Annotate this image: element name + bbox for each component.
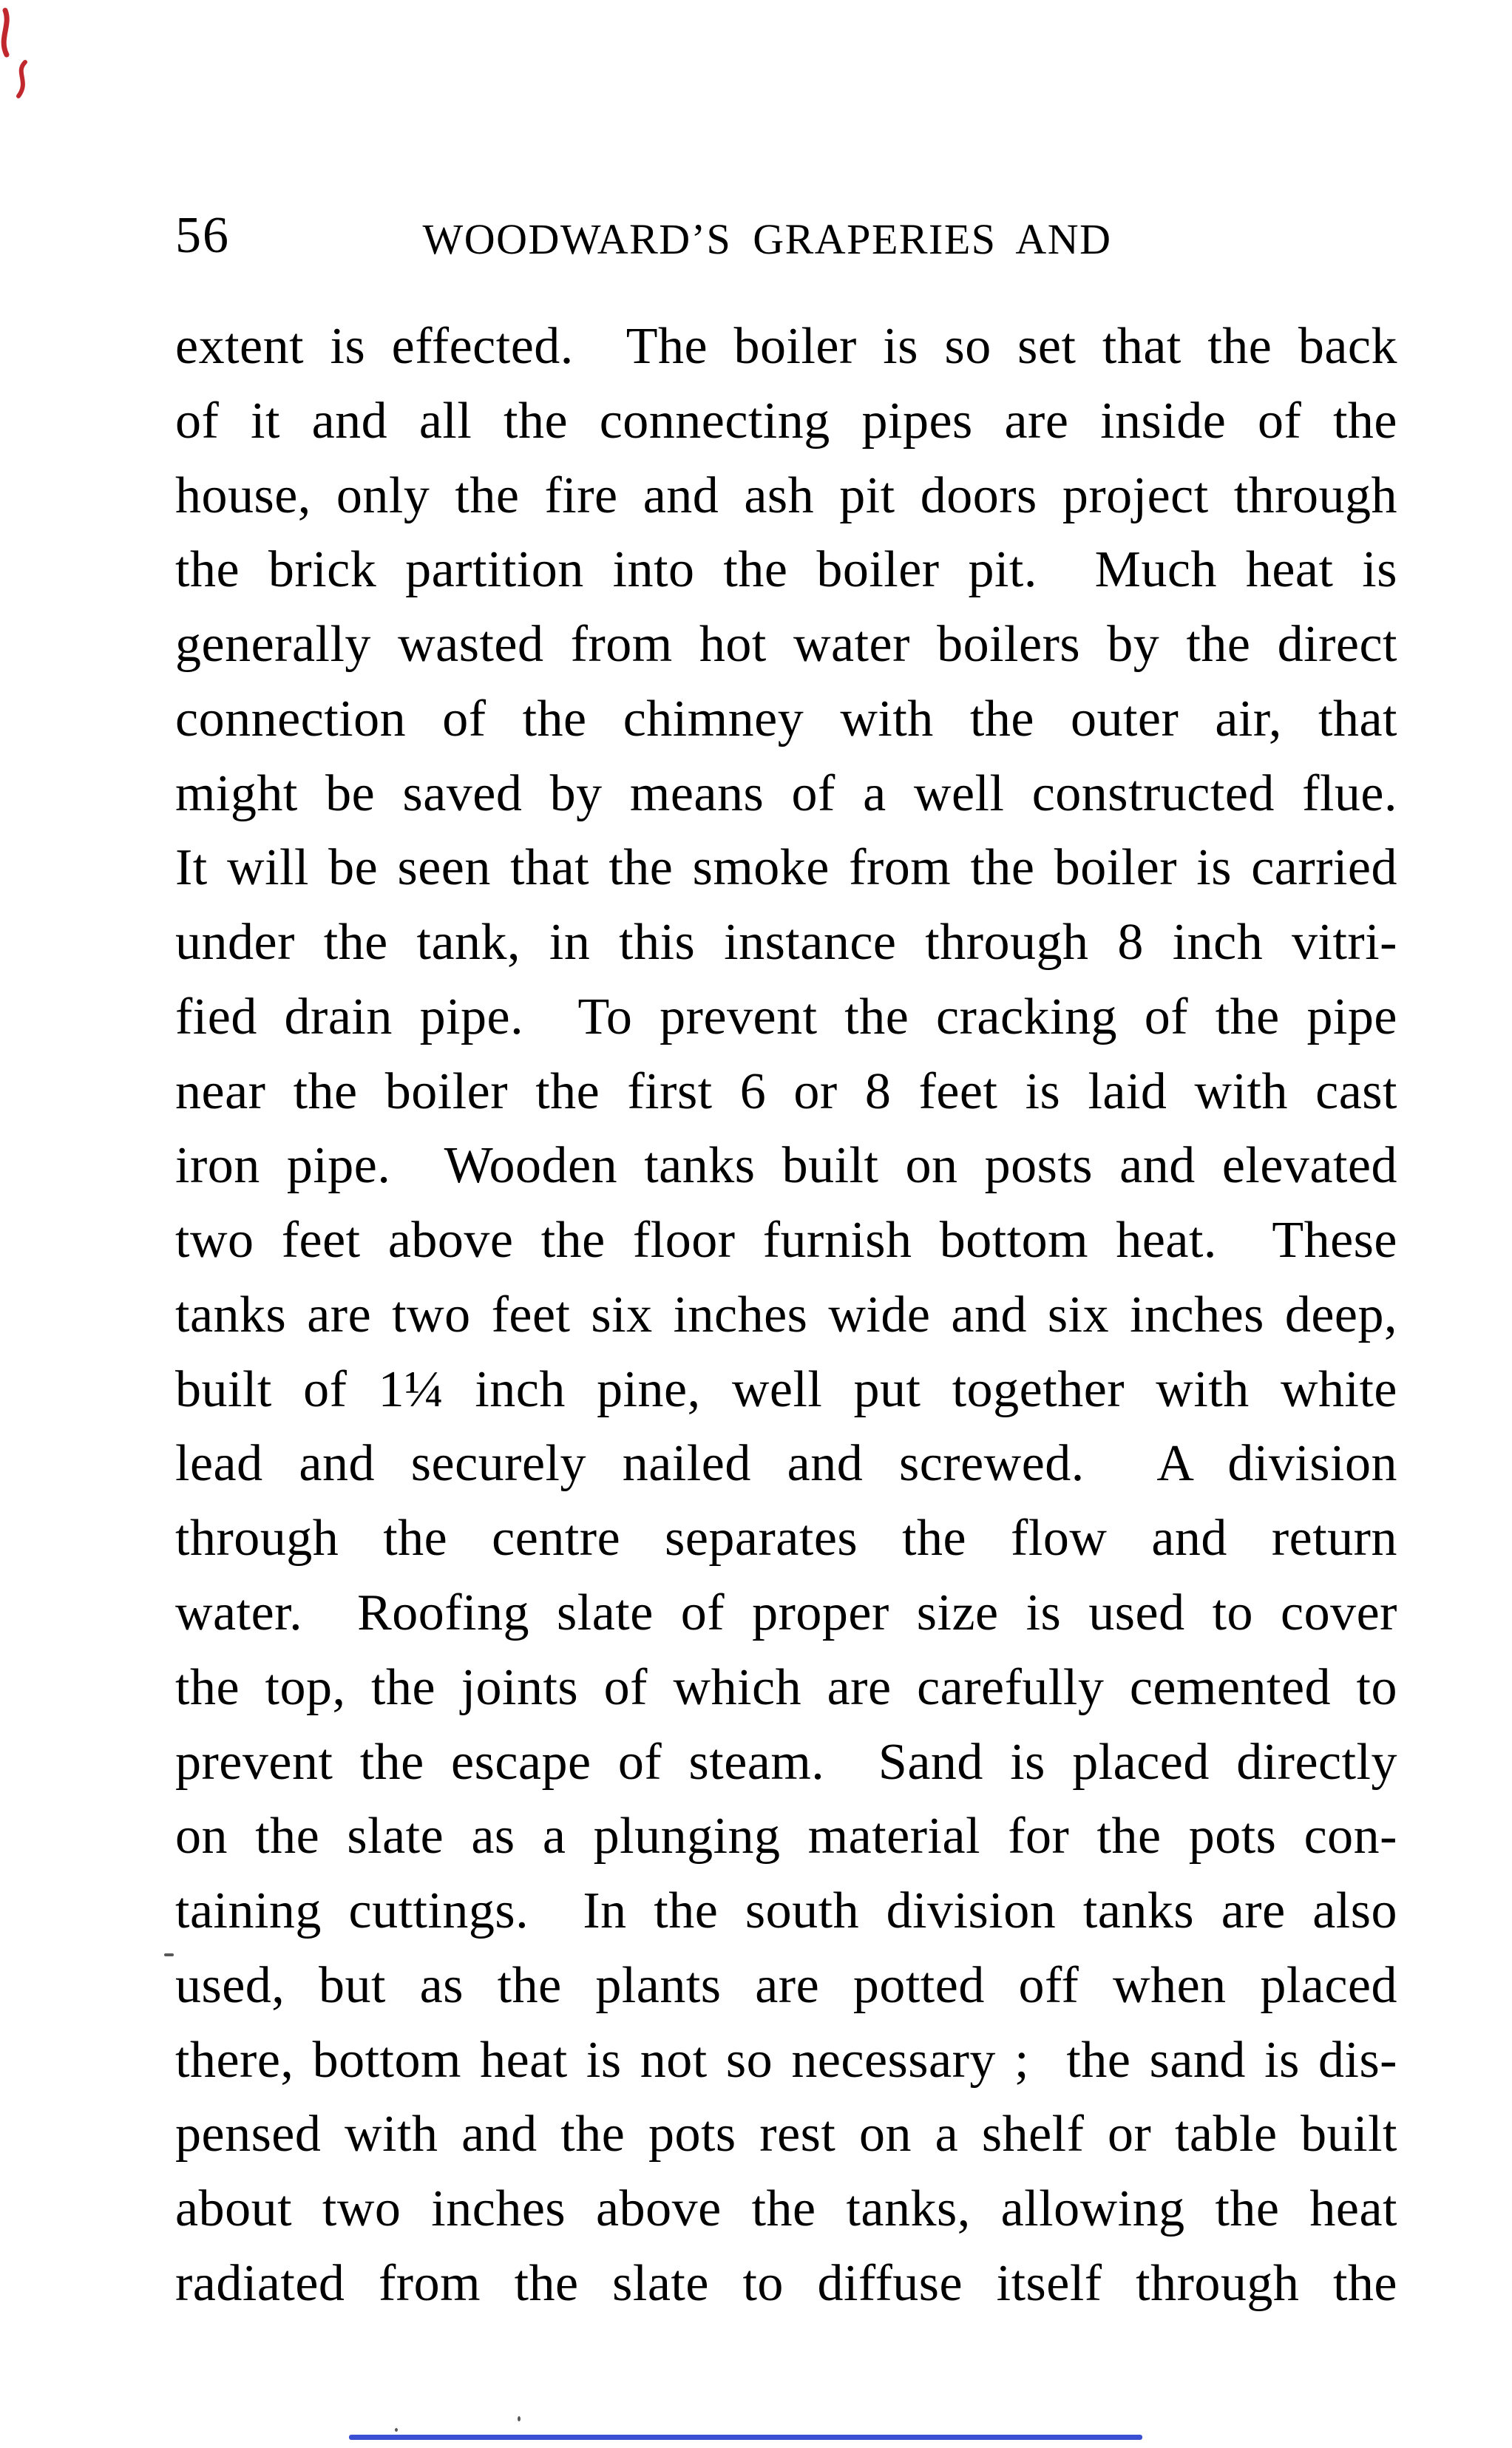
text-line: the brick partition into the boiler pit. Much heat is — [175, 541, 1397, 599]
text-line: pensed with and the pots rest on a shelf or table built — [175, 2106, 1397, 2163]
text-line: house, only the fire and ash pit doors project through — [175, 467, 1397, 524]
text-line: tanks are two feet six inches wide and six inches deep, — [175, 1286, 1397, 1343]
text-line: connection of the chimney with the outer air, that — [175, 690, 1397, 747]
text-line: near the boiler the first 6 or 8 feet is laid with cast — [175, 1062, 1397, 1120]
text-line: on the slate as a plunging material for the pots con- — [175, 1808, 1397, 1865]
text-line: about two inches above the tanks, allowing the heat — [175, 2180, 1397, 2238]
text-line: prevent the escape of steam. Sand is placed directly — [175, 1733, 1397, 1791]
text-line: generally wasted from hot water boilers by the direct — [175, 616, 1397, 674]
ink-speck — [395, 2428, 398, 2432]
text-line: radiated from the slate to diffuse itself through the — [175, 2254, 1397, 2312]
page-number: 56 — [175, 207, 230, 264]
text-line: used, but as the plants are potted off when placed — [175, 1956, 1397, 2014]
text-line: might be saved by means of a well constructed flue. — [175, 764, 1397, 822]
text-line: built of 1¼ inch pine, well put together with white — [175, 1360, 1397, 1418]
text-line: of it and all the connecting pipes are inside of the — [175, 392, 1397, 450]
ink-speck — [164, 1953, 174, 1956]
running-header-title: WOODWARD’S GRAPERIES AND — [422, 215, 1112, 263]
red-pen-marks-icon — [0, 6, 53, 104]
text-line: there, bottom heat is not so necessary ; the sand is dis- — [175, 2031, 1397, 2089]
text-line: It will be seen that the smoke from the boiler is carried — [175, 839, 1397, 897]
text-line: iron pipe. Wooden tanks built on posts and elevated — [175, 1137, 1397, 1195]
text-line: under the tank, in this instance through 8 inch vitri- — [175, 914, 1397, 972]
text-line: water. Roofing slate of proper size is used to cover — [175, 1584, 1397, 1642]
text-line: two feet above the floor furnish bottom heat. These — [175, 1212, 1397, 1269]
scan-watermark-line — [349, 2435, 1142, 2440]
text-line: the top, the joints of which are carefully cemented to — [175, 1658, 1397, 1716]
ink-speck — [518, 2416, 521, 2421]
text-line: lead and securely nailed and screwed. A division — [175, 1435, 1397, 1493]
text-line: through the centre separates the flow and return — [175, 1510, 1397, 1567]
text-line: extent is effected. The boiler is so set that the back — [175, 318, 1397, 375]
text-line: fied drain pipe. To prevent the cracking of the pipe — [175, 988, 1397, 1045]
text-line: taining cuttings. In the south division tanks are also — [175, 1882, 1397, 1940]
body-text — [175, 310, 1397, 2322]
